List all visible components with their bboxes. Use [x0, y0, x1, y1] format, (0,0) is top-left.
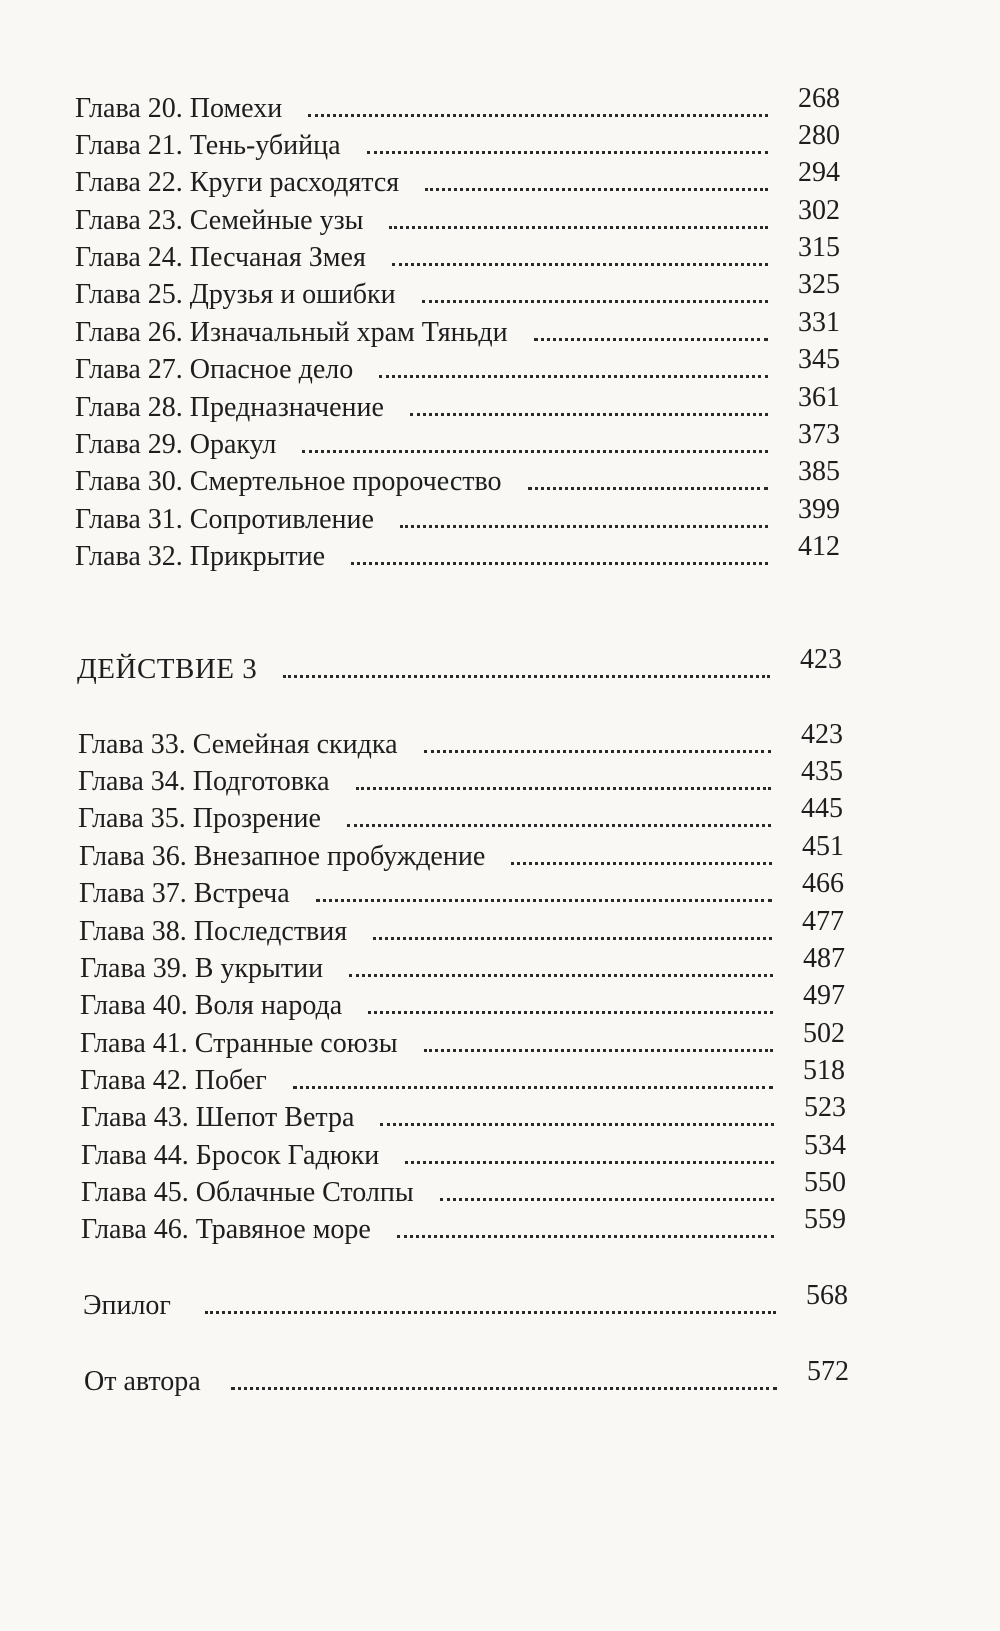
toc-entry-ch42 — [80, 1055, 845, 1097]
toc-entry-ch29 — [75, 419, 840, 461]
toc-entry-page: 451 — [802, 831, 844, 862]
toc-entry-title: Глава 29. Оракул — [75, 429, 277, 460]
toc-entry-title: Глава 30. Смертельное пророчество — [75, 466, 502, 497]
toc-entry-title: Глава 21. Тень-убийца — [75, 130, 341, 161]
toc-entry-ch20 — [75, 83, 840, 125]
toc-entry-title: Эпилог — [83, 1290, 171, 1321]
toc-entry-ch46 — [81, 1204, 846, 1246]
part-title: ДЕЙСТВИЕ 3 — [77, 653, 258, 685]
toc-entry-ch24 — [75, 232, 840, 274]
toc-entry-ch27 — [75, 344, 840, 386]
dot-leader — [349, 974, 773, 977]
toc-entry-ch33 — [78, 719, 843, 761]
toc-entry-page: 502 — [803, 1018, 845, 1049]
toc-entry-page: 345 — [798, 344, 840, 375]
toc-entry-title: Глава 23. Семейные узы — [75, 205, 364, 236]
toc-entry-page: 559 — [804, 1204, 846, 1235]
toc-entry-title: Глава 25. Друзья и ошибки — [75, 279, 396, 310]
dot-leader — [379, 375, 768, 378]
toc-entry-page: 373 — [798, 419, 840, 450]
toc-entry-page: 550 — [804, 1167, 846, 1198]
dot-leader — [316, 899, 772, 902]
dot-leader — [283, 675, 770, 678]
dot-leader — [356, 787, 771, 790]
dot-leader — [425, 188, 768, 191]
toc-entry-title: Глава 36. Внезапное пробуждение — [79, 841, 486, 872]
dot-leader — [373, 937, 772, 940]
toc-entry-page: 572 — [807, 1356, 849, 1387]
dot-leader — [528, 487, 768, 490]
toc-entry-ch21 — [75, 120, 840, 162]
dot-leader — [392, 263, 768, 266]
toc-entry-page: 568 — [806, 1280, 848, 1311]
dot-leader — [397, 1235, 774, 1238]
toc-entry-page: 325 — [798, 269, 840, 300]
toc-entry-page: 302 — [798, 195, 840, 226]
toc-entry-page: 466 — [802, 868, 844, 899]
toc-entry-page: 294 — [798, 157, 840, 188]
toc-entry-ch34 — [78, 756, 843, 798]
toc-entry-ch43 — [81, 1092, 846, 1134]
dot-leader — [308, 114, 768, 117]
toc-entry-title: Глава 41. Странные союзы — [80, 1028, 398, 1059]
toc-entry-title: Глава 26. Изначальный храм Тяньди — [75, 317, 508, 348]
toc-entry-ch22 — [75, 157, 840, 199]
toc-entry-ch40 — [80, 980, 845, 1022]
toc-entry-ch37 — [79, 868, 844, 910]
toc-entry-title: Глава 24. Песчаная Змея — [75, 242, 366, 273]
toc-entry-title: Глава 44. Бросок Гадюки — [81, 1140, 380, 1171]
toc-entry-afterword — [84, 1356, 849, 1398]
dot-leader — [205, 1311, 776, 1314]
toc-entry-title: Глава 37. Встреча — [79, 878, 290, 909]
dot-leader — [347, 824, 771, 827]
dot-leader — [400, 525, 768, 528]
toc-entry-ch36 — [79, 831, 844, 873]
toc-entry-page: 315 — [798, 232, 840, 263]
dot-leader — [410, 413, 768, 416]
toc-entry-page: 385 — [798, 456, 840, 487]
toc-entry-page: 268 — [798, 83, 840, 114]
toc-entry-page: 477 — [802, 906, 844, 937]
toc-entry-page: 280 — [798, 120, 840, 151]
toc-entry-ch25 — [75, 269, 840, 311]
toc-entry-title: От автора — [84, 1366, 201, 1397]
toc-entry-title: Глава 35. Прозрение — [78, 803, 321, 834]
dot-leader — [368, 1011, 773, 1014]
dot-leader — [380, 1123, 774, 1126]
toc-entry-ch26 — [75, 307, 840, 349]
toc-entry-title: Глава 22. Круги расходятся — [75, 167, 400, 198]
toc-entry-ch39 — [80, 943, 845, 985]
toc-entry-title: Глава 40. Воля народа — [80, 990, 343, 1021]
toc-entry-page: 487 — [803, 943, 845, 974]
toc-entry-page: 331 — [798, 307, 840, 338]
toc-entry-ch35 — [78, 793, 843, 835]
dot-leader — [534, 338, 768, 341]
dot-leader — [440, 1198, 774, 1201]
dot-leader — [231, 1387, 777, 1390]
toc-entry-ch38 — [79, 906, 844, 948]
toc-entry-ch44 — [81, 1130, 846, 1172]
toc-entry-page: 361 — [798, 382, 840, 413]
dot-leader — [422, 300, 768, 303]
toc-entry-ch31 — [75, 494, 840, 536]
toc-entry-ch28 — [75, 382, 840, 424]
toc-entry-page: 534 — [804, 1130, 846, 1161]
toc-entry-title: Глава 39. В укрытии — [80, 953, 324, 984]
toc-entry-epilogue — [83, 1280, 848, 1322]
toc-entry-page: 523 — [804, 1092, 846, 1123]
toc-entry-title: Глава 32. Прикрытие — [75, 541, 326, 572]
toc-entry-ch23 — [75, 195, 840, 237]
dot-leader — [424, 750, 772, 753]
toc-entry-title: Глава 46. Травяное море — [81, 1214, 371, 1245]
toc-entry-ch32 — [75, 531, 840, 573]
toc-entry-title: Глава 38. Последствия — [79, 916, 348, 947]
toc-entry-part3 — [77, 644, 842, 686]
toc-entry-page: 399 — [798, 494, 840, 525]
toc-entry-ch45 — [81, 1167, 846, 1209]
dot-leader — [389, 226, 768, 229]
toc-entry-title: Глава 20. Помехи — [75, 93, 283, 124]
toc-entry-page: 497 — [803, 980, 845, 1011]
toc-entry-title: Глава 43. Шепот Ветра — [81, 1102, 355, 1133]
toc-entry-title: Глава 42. Побег — [80, 1065, 267, 1096]
toc-entry-ch41 — [80, 1018, 845, 1060]
toc-entry-ch30 — [75, 456, 840, 498]
toc-entry-title: Глава 33. Семейная скидка — [78, 729, 398, 760]
toc-entry-title: Глава 27. Опасное дело — [75, 354, 354, 385]
toc-entry-title: Глава 45. Облачные Столпы — [81, 1177, 414, 1208]
toc-entry-page: 435 — [801, 756, 843, 787]
dot-leader — [351, 562, 768, 565]
dot-leader — [405, 1161, 774, 1164]
toc-entry-title: Глава 31. Сопротивление — [75, 504, 374, 535]
toc-entry-page: 423 — [800, 644, 842, 675]
toc-entry-page: 423 — [801, 719, 843, 750]
dot-leader — [293, 1086, 773, 1089]
toc-entry-title: Глава 28. Предназначение — [75, 392, 384, 423]
dot-leader — [424, 1049, 773, 1052]
dot-leader — [511, 862, 772, 865]
dot-leader — [367, 151, 768, 154]
toc-entry-page: 412 — [798, 531, 840, 562]
dot-leader — [302, 450, 768, 453]
toc-entry-page: 445 — [801, 793, 843, 824]
toc-entry-page: 518 — [803, 1055, 845, 1086]
toc-entry-title: Глава 34. Подготовка — [78, 766, 330, 797]
